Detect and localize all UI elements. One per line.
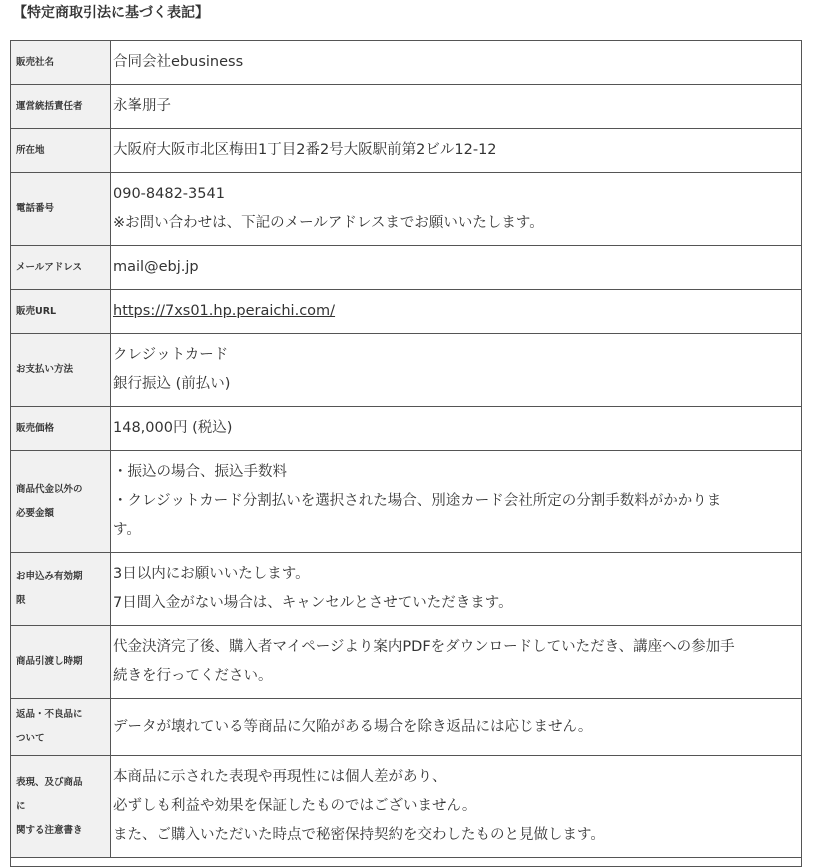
table-row — [11, 41, 802, 85]
row-label — [11, 553, 111, 626]
row-label: 販売社名 — [11, 41, 111, 85]
value-line: す。 — [113, 522, 141, 538]
table-row — [11, 553, 802, 626]
row-value — [111, 553, 802, 626]
value-line: 合同会社ebusiness — [113, 54, 244, 70]
table-row — [11, 626, 802, 699]
page-title: 【特定商取引法に基づく表記】 — [13, 5, 209, 21]
value-line: 必ずしも利益や効果を保証したものではございません。 — [113, 798, 477, 814]
row-value — [111, 451, 802, 553]
table-row — [11, 451, 802, 553]
label-line: に — [16, 800, 26, 812]
row-value — [111, 290, 802, 334]
value-line: 7日間入金がない場合は、キャンセルとさせていただきます。 — [113, 595, 513, 611]
row-value — [111, 334, 802, 407]
table-row — [11, 699, 802, 756]
label-line: ついて — [16, 733, 45, 744]
label-line: 必要金額 — [16, 507, 55, 519]
row-label: 所在地 — [11, 129, 111, 173]
price-value: 148,000円 (税込) — [113, 420, 233, 436]
row-label: 販売URL — [11, 290, 111, 334]
value-line: クレジットカード — [113, 347, 229, 363]
value-line: 銀行振込 (前払い) — [113, 376, 231, 392]
table-row — [11, 756, 802, 858]
value-line: 本商品に示された表現や再現性には個人差があり、 — [113, 769, 447, 785]
phone-number: 090-8482-3541 — [113, 186, 225, 202]
table-row — [11, 334, 802, 407]
row-label: 電話番号 — [11, 173, 111, 246]
label-line: 商品代金以外の — [16, 483, 83, 495]
value-line: 3日以内にお願いいたします。 — [113, 566, 310, 582]
label-line: 関する注意書き — [16, 824, 83, 836]
empty-row — [11, 858, 802, 867]
row-label: お支払い方法 — [11, 334, 111, 407]
email-address: mail@ebj.jp — [113, 259, 199, 275]
row-label — [11, 756, 111, 858]
row-value — [111, 699, 802, 756]
row-value — [111, 407, 802, 451]
value-line: 続きを行ってください。 — [113, 668, 273, 684]
value-line: ・クレジットカード分割払いを選択された場合、別途カード会社所定の分割手数料がかかりま — [113, 493, 722, 509]
label-line: 返品・不良品に — [16, 709, 83, 720]
table-row — [11, 173, 802, 246]
table-row — [11, 246, 802, 290]
row-label: 販売価格 — [11, 407, 111, 451]
row-value — [111, 41, 802, 85]
row-label: メールアドレス — [11, 246, 111, 290]
label-line: お申込み有効期 — [16, 571, 83, 582]
row-label: 運営統括責任者 — [11, 85, 111, 129]
row-value — [111, 173, 802, 246]
row-value — [111, 129, 802, 173]
row-value — [111, 756, 802, 858]
value-line: 大阪府大阪市北区梅田1丁目2番2号大阪駅前第2ビル12-12 — [113, 142, 497, 158]
legal-notice-table — [10, 40, 802, 867]
value-line: ※お問い合わせは、下記のメールアドレスまでお願いいたします。 — [113, 215, 544, 231]
table-row — [11, 407, 802, 451]
value-line: 代金決済完了後、購入者マイページより案内PDFをダウンロードしていただき、講座への参加手 — [113, 639, 735, 655]
table-row — [11, 290, 802, 334]
table-row — [11, 85, 802, 129]
empty-cell — [11, 858, 802, 867]
table-row — [11, 129, 802, 173]
row-value — [111, 85, 802, 129]
value-line: ・振込の場合、振込手数料 — [113, 464, 287, 480]
row-label: 商品引渡し時期 — [11, 626, 111, 699]
label-line: 表現、及び商品 — [16, 776, 83, 788]
row-value — [111, 246, 802, 290]
row-label — [11, 451, 111, 553]
sales-url-link[interactable]: https://7xs01.hp.peraichi.com/ — [113, 303, 336, 319]
row-label — [11, 699, 111, 756]
value-line: 永峯朋子 — [113, 98, 171, 114]
label-line: 限 — [16, 595, 26, 606]
row-value — [111, 626, 802, 699]
value-line: データが壊れている等商品に欠陥がある場合を除き返品には応じません。 — [113, 718, 593, 735]
value-line: また、ご購入いただいた時点で秘密保持契約を交わしたものと見做します。 — [113, 827, 605, 843]
